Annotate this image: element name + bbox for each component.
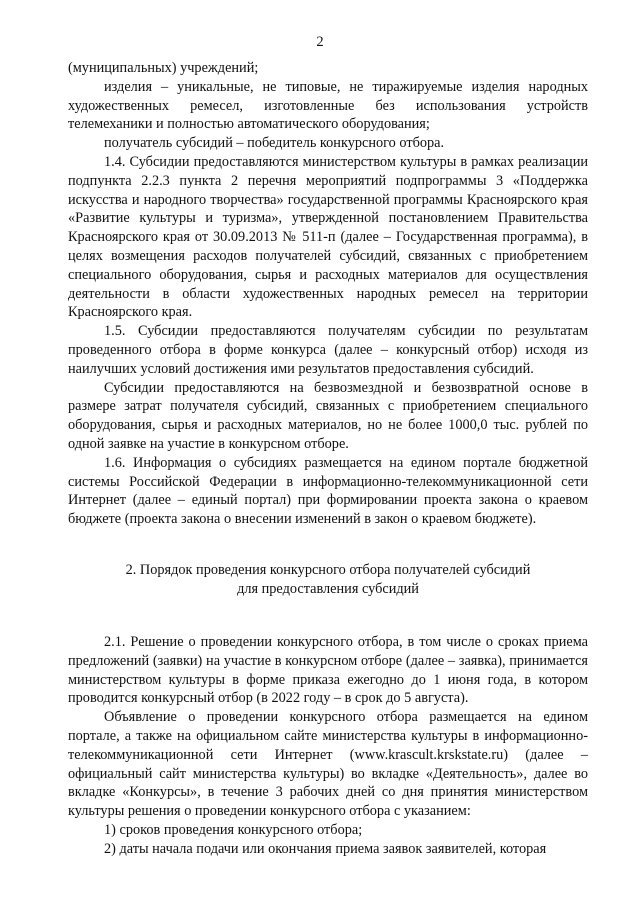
paragraph: 2.1. Решение о проведении конкурсного отбора, в том числе о сроках приема предложений (заявки) на участие в конкурсном отборе (далее – заявка), принимается министерством культуры в форме приказа ежегодно до 1 июня года, в котором проводится конкурсный отбор (в 2022 году – в срок до 5 августа). — [68, 633, 588, 707]
list-item: 1) сроков проведения конкурсного отбора; — [104, 821, 363, 838]
paragraph: получатель субсидий – победитель конкурсного отбора. — [104, 135, 445, 152]
paragraph: изделия – уникальные, не типовые, не тиражируемые изделия народных художественных ремесел, изготовленные без использования устройств телемеханики и полностью автоматического оборудования; — [68, 78, 588, 133]
section-heading-line: для предоставления субсидий — [237, 580, 419, 597]
page-number: 2 — [316, 34, 324, 50]
paragraph: 1.4. Субсидии предоставляются министерством культуры в рамках реализации подпункта 2.2.3 пункта 2 перечня мероприятий подпрограммы 3 «Поддержка искусства и народного творчества» государственной программы Красноярского края «Развитие культуры и туризма», утвержденной постановлением Правительства Красноярского края от 30.09.2013 № 511-п (далее – Государственная программа), в целях возмещения расходов получателей субсидий, связанных с приобретением специального оборудования, сырья и расходных материалов для осуществления деятельности в области художественных народных ремесел на территории Красноярского края. — [68, 153, 588, 321]
paragraph: 1.6. Информация о субсидиях размещается на едином портале бюджетной системы Российской Федерации в информационно-телекоммуникационной сети Интернет (далее – единый портал) при формировании проекта закона о краевом бюджете (проекта закона о внесении изменений в закон о краевом бюджете). — [68, 454, 588, 528]
paragraph: 1.5. Субсидии предоставляются получателям субсидии по результатам проведенного отбора в форме конкурса (далее – конкурсный отбор) исходя из наилучших условий достижения ими результатов предоставления субсидий. — [68, 323, 588, 377]
list-item: 2) даты начала подачи или окончания приема заявок заявителей, которая — [104, 840, 547, 857]
section-heading — [68, 561, 588, 599]
paragraph: Субсидии предоставляются на безвозмездной и безвозвратной основе в размере затрат получателя субсидий, связанных с приобретением специального оборудования, сырья и расходных материалов, но не более 1000,0 тыс. рублей по одной заявке на участие в конкурсном отборе. — [68, 379, 588, 452]
section-heading-line: 2. Порядок проведения конкурсного отбора получателей субсидий — [125, 561, 531, 578]
paragraph: Объявление о проведении конкурсного отбора размещается на едином портале, а также на официальном сайте министерства культуры в информационно-телекоммуникационной сети Интернет (www.krascult.krskstate.ru) (далее – официальный сайт министерства культуры) во вкладке «Деятельность», далее во вкладке «Конкурсы», в течение 3 рабочих дней со дня принятия министерством культуры решения о проведении конкурсного отбора с указанием: — [68, 709, 588, 820]
document-body — [68, 59, 588, 858]
paragraph: (муниципальных) учреждений; — [68, 60, 259, 76]
